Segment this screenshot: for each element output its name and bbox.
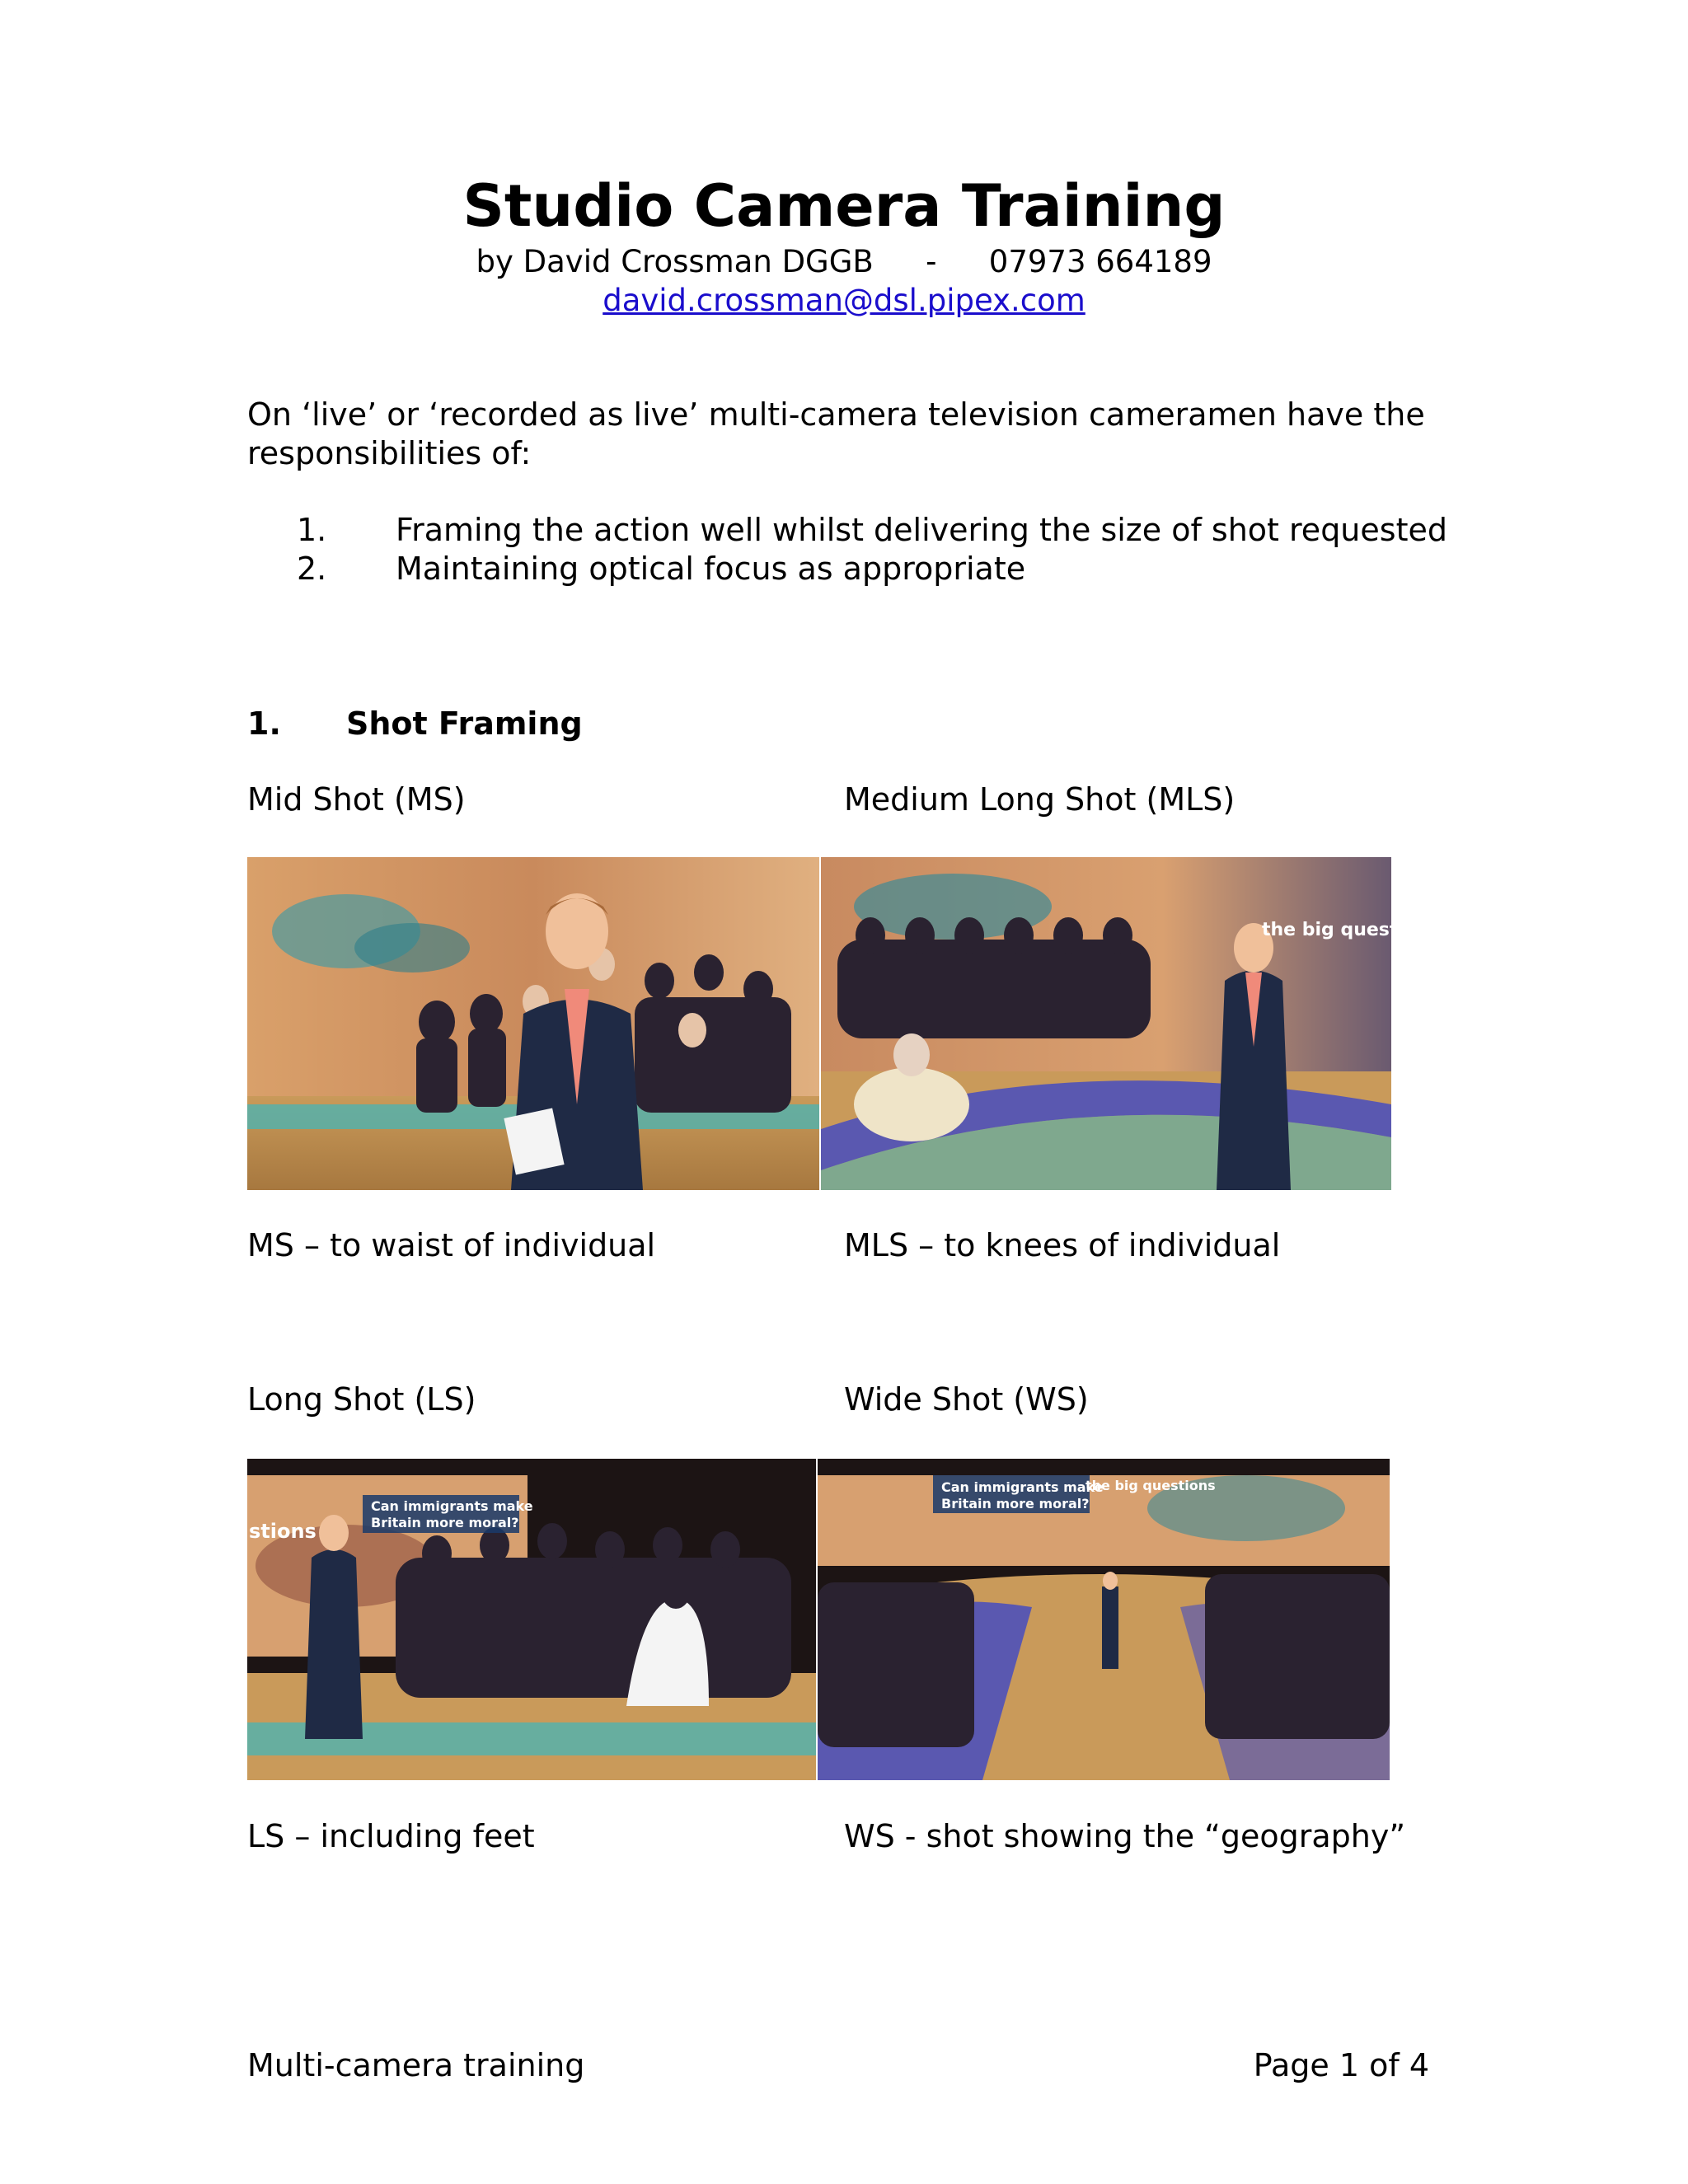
- email-line: [0, 282, 1688, 320]
- ws-caption-line1: Can immigrants make: [941, 1479, 1104, 1495]
- ws-photo: [818, 1459, 1390, 1780]
- list-item-number: 2.: [297, 551, 327, 587]
- ws-heading: Wide Shot (WS): [844, 1381, 1089, 1418]
- ls-photo-image: [247, 1459, 816, 1780]
- author-name: by David Crossman DGGB: [476, 244, 874, 279]
- ms-photo: [247, 857, 819, 1190]
- list-item-text: Maintaining optical focus as appropriate: [396, 551, 1026, 587]
- ls-photo: [247, 1459, 816, 1780]
- page-title: Studio Camera Training: [462, 172, 1226, 240]
- separator: -: [926, 244, 937, 279]
- phone-number: 07973 664189: [988, 244, 1212, 279]
- list-item: [297, 511, 1447, 550]
- mls-heading: Medium Long Shot (MLS): [844, 781, 1236, 818]
- section-number: 1.: [247, 705, 281, 742]
- list-item: [297, 550, 1025, 588]
- section-heading: [247, 705, 583, 743]
- ls-heading: Long Shot (LS): [247, 1381, 476, 1418]
- intro-paragraph: On ‘live’ or ‘recorded as live’ multi-camera television cameramen have the responsibilities of:: [247, 396, 1425, 471]
- email-link[interactable]: david.crossman@dsl.pipex.com: [603, 283, 1085, 318]
- footer-page-number: Page 1 of 4: [1253, 2047, 1429, 2083]
- ws-caption: WS - shot showing the “geography”: [844, 1818, 1406, 1854]
- footer-doc-title: Multi-camera training: [247, 2047, 585, 2083]
- mls-caption: MLS – to knees of individual: [844, 1227, 1281, 1263]
- ls-caption: LS – including feet: [247, 1818, 535, 1854]
- ws-caption-line2: Britain more moral?: [941, 1496, 1090, 1511]
- list-item-number: 1.: [297, 512, 327, 548]
- ms-photo-image: [247, 857, 819, 1190]
- ls-caption-line1: Can immigrants make: [371, 1498, 533, 1514]
- ws-photo-image: [818, 1459, 1390, 1780]
- section-title: Shot Framing: [346, 705, 583, 742]
- author-line: [0, 243, 1688, 281]
- list-item-text: Framing the action well whilst delivering the size of shot requested: [396, 512, 1447, 548]
- mls-logo-text: the big questions: [1262, 920, 1441, 940]
- ls-logo-text: stions: [249, 1520, 316, 1543]
- mls-photo-image: [821, 857, 1441, 1190]
- mls-photo: [821, 857, 1441, 1190]
- ls-caption-line2: Britain more moral?: [371, 1515, 519, 1530]
- ws-logo-text: the big questions: [1085, 1478, 1216, 1493]
- ms-caption: MS – to waist of individual: [247, 1227, 656, 1263]
- ms-heading: Mid Shot (MS): [247, 781, 466, 818]
